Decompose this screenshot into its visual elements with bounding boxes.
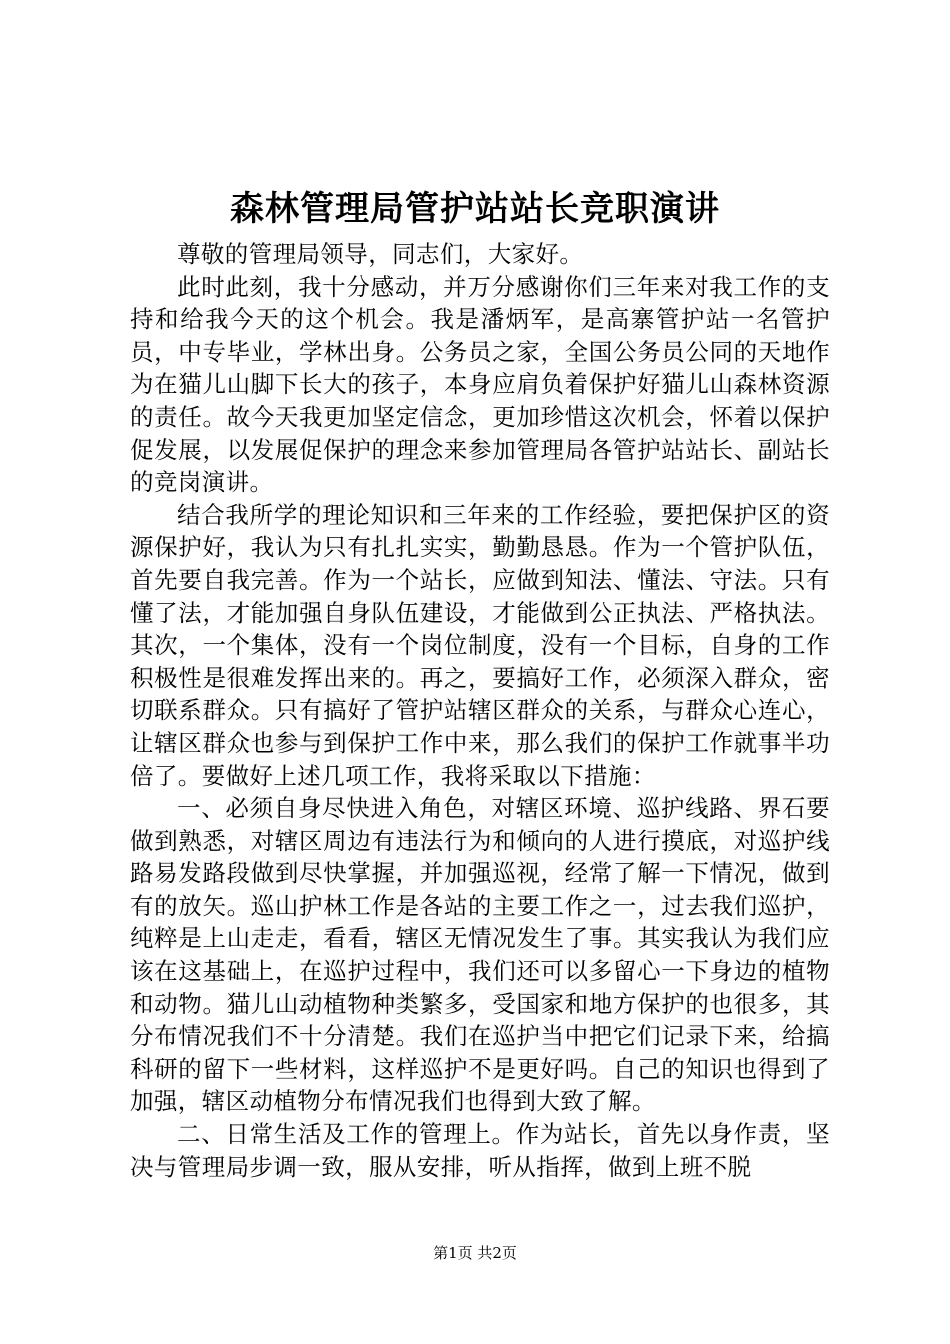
paragraph-measure-one: 一、必须自身尽快进入角色，对辖区环境、巡护线路、界石要做到熟悉，对辖区周边有违法行为和倾向的人进行摸底，对巡护线路易发路段做到尽快掌握，并加强巡视，经常了解一下情况，做到有的放矢。巡山护林工作是各站的主要工作之一，过去我们巡护，纯粹是上山走走，看看，辖区无情况发生了事。其实我认为我们应该在这基础上，在巡护过程中，我们还可以多留心一下身边的植物和动物。猫儿山动植物种类繁多，受国家和地方保护的也很多，其分布情况我们不十分清楚。我们在巡护当中把它们记录下来，给搞科研的留下一些材料，这样巡护不是更好吗。自己的知识也得到了加强，辖区动植物分布情况我们也得到大致了解。: [130, 794, 830, 1116]
document-body: [130, 238, 830, 1183]
paragraph-measure-two: 二、日常生活及工作的管理上。作为站长，首先以身作责，坚决与管理局步调一致，服从安排，听从指挥，做到上班不脱: [130, 1120, 830, 1181]
document-title: 森林管理局管护站站长竞职演讲: [230, 189, 720, 229]
page-footer: 第1页 共2页: [433, 1244, 517, 1262]
paragraph-approach: 结合我所学的理论知识和三年来的工作经验，要把保护区的资源保护好，我认为只有扎扎实实，勤勤恳恳。作为一个管护队伍，首先要自我完善。作为一个站长，应做到知法、懂法、守法。只有懂了法，才能加强自身队伍建设，才能做到公正执法、严格执法。其次，一个集体，没有一个岗位制度，没有一个目标，自身的工作积极性是很难发挥出来的。再之，要搞好工作，必须深入群众，密切联系群众。只有搞好了管护站辖区群众的关系，与群众心连心，让辖区群众也参与到保护工作中来，那么我们的保护工作就事半功倍了。要做好上述几项工作，我将采取以下措施：: [130, 500, 830, 790]
paragraph-greeting: 尊敬的管理局领导，同志们，大家好。: [177, 240, 584, 268]
paragraph-introduction: 此时此刻，我十分感动，并万分感谢你们三年来对我工作的支持和给我今天的这个机会。我是潘炳军，是高寨管护站一名管护员，中专毕业，学林出身。公务员之家，全国公务员公同的天地作为在猫儿山脚下长大的孩子，本身应肩负着保护好猫儿山森林资源的责任。故今天我更加坚定信念，更加珍惜这次机会，怀着以保护促发展，以发展促保护的理念来参加管理局各管护站站长、副站长的竞岗演讲。: [130, 272, 830, 497]
